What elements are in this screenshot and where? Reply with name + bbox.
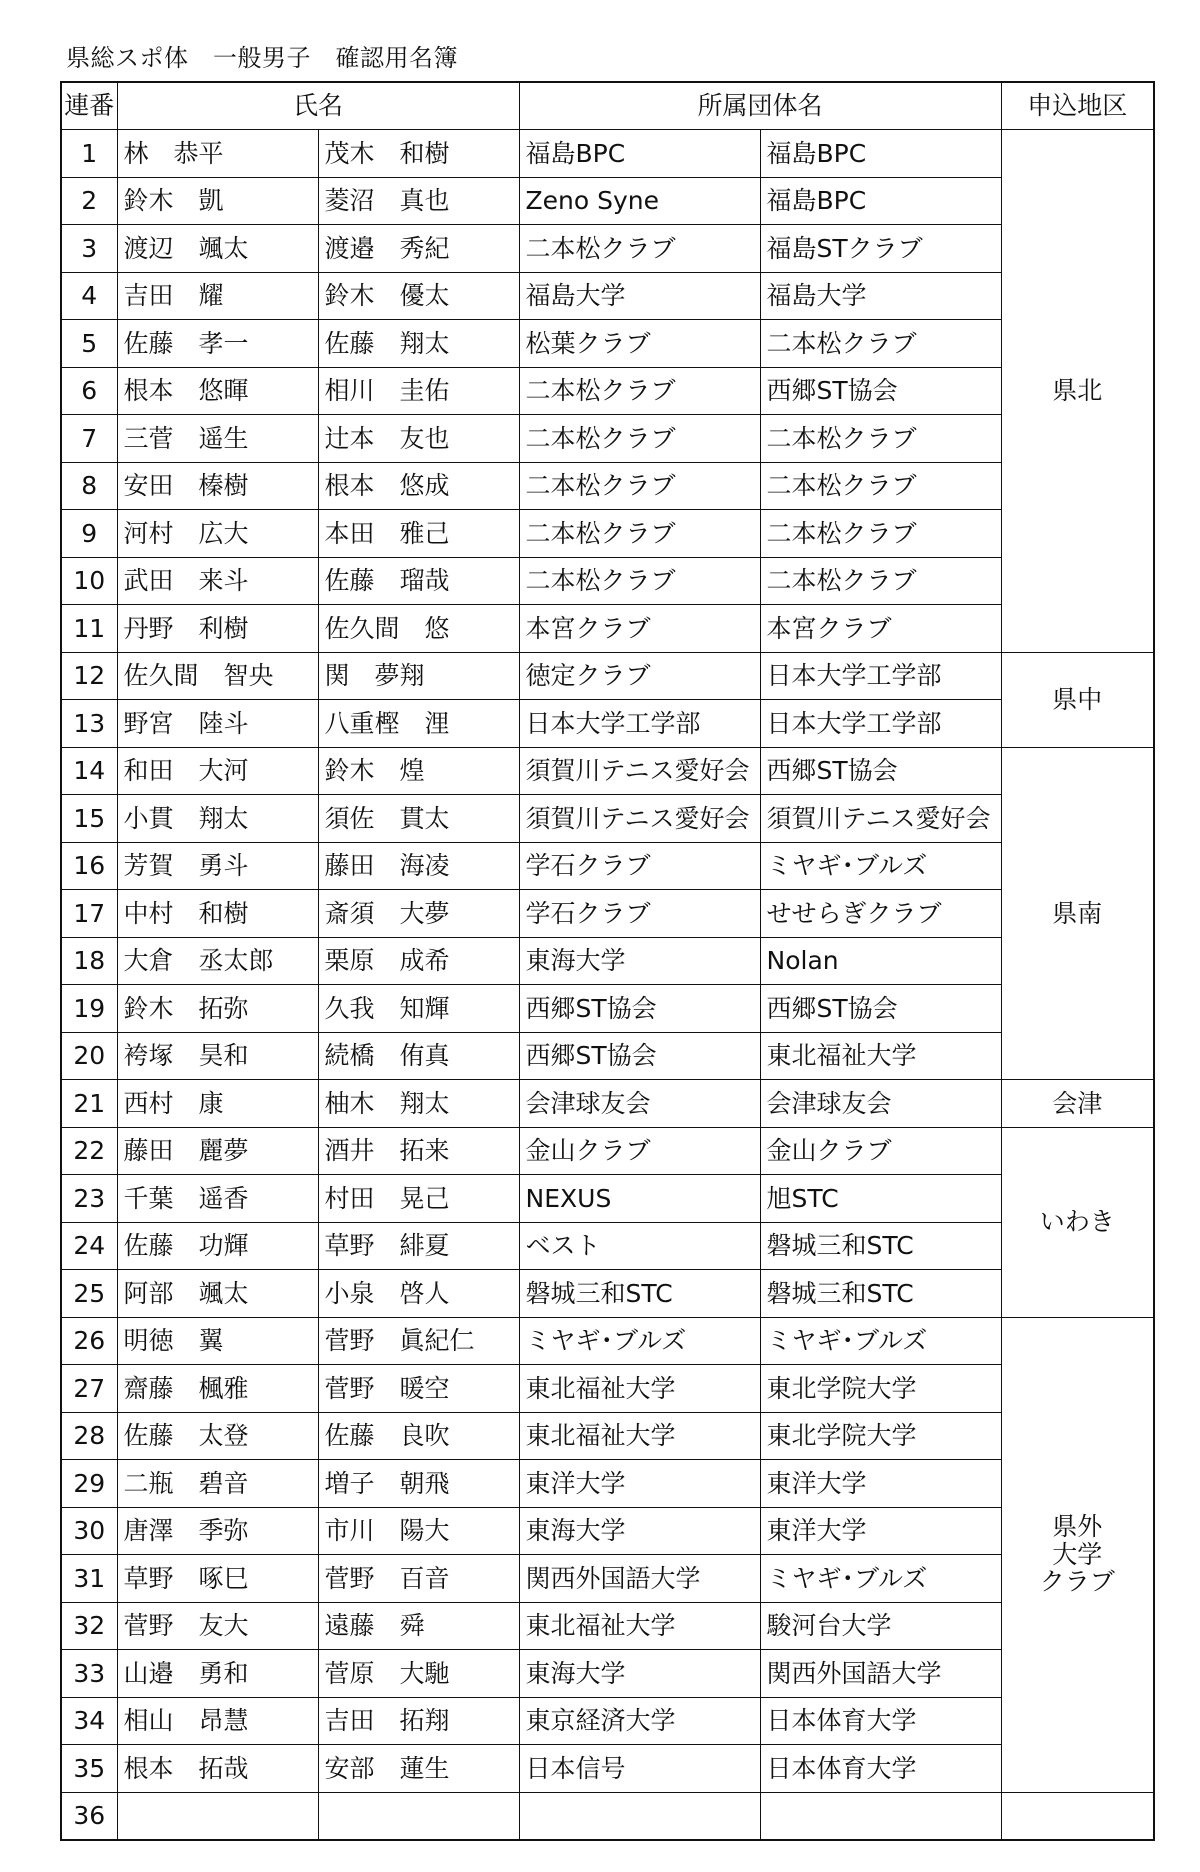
team-name-2: せせらぎクラブ [760,890,1001,938]
player-name-1: 菅野 友大 [117,1602,318,1650]
table-row [61,177,1154,225]
player-name-1: 林 恭平 [117,130,318,178]
table-row [61,795,1154,843]
row-number: 23 [61,1175,117,1223]
team-name-2: ミヤギ･ブルズ [760,842,1001,890]
player-name-1: 大倉 丞太郎 [117,937,318,985]
player-name-2: 佐藤 瑠哉 [318,557,519,605]
player-name-2: 草野 緋夏 [318,1222,519,1270]
team-name-1: 学石クラブ [519,890,760,938]
player-name-2: 吉田 拓翔 [318,1697,519,1745]
table-row [61,130,1154,178]
team-name-2: 日本体育大学 [760,1697,1001,1745]
team-name-1: 徳定クラブ [519,652,760,700]
team-name-2: 磐城三和STC [760,1222,1001,1270]
region-cell: 県中 [1001,652,1154,747]
header-number: 連番 [61,82,117,130]
team-name-1: Zeno Syne [519,177,760,225]
header-team: 所属団体名 [519,82,1001,130]
player-name-2: 菅野 暖空 [318,1365,519,1413]
row-number: 5 [61,320,117,368]
row-number: 17 [61,890,117,938]
row-number: 20 [61,1032,117,1080]
table-row [61,1270,1154,1318]
team-name-1: 東海大学 [519,1507,760,1555]
row-number: 22 [61,1127,117,1175]
team-name-2: 福島BPC [760,177,1001,225]
row-number: 9 [61,510,117,558]
team-name-2: 福島大学 [760,272,1001,320]
player-name-2: 久我 知輝 [318,985,519,1033]
team-name-2: 東洋大学 [760,1507,1001,1555]
team-name-1: ミヤギ･ブルズ [519,1317,760,1365]
team-name-1: 須賀川テニス愛好会 [519,747,760,795]
player-name-2: 増子 朝飛 [318,1460,519,1508]
team-name-2: 二本松クラブ [760,510,1001,558]
table-row [61,225,1154,273]
player-name-1: 草野 啄巳 [117,1555,318,1603]
team-name-1: 東海大学 [519,1650,760,1698]
player-name-1: 鈴木 凱 [117,177,318,225]
team-name-2: 二本松クラブ [760,462,1001,510]
player-name-2: 本田 雅己 [318,510,519,558]
team-name-1: 二本松クラブ [519,225,760,273]
row-number: 10 [61,557,117,605]
row-number: 26 [61,1317,117,1365]
team-name-2: 西郷ST協会 [760,747,1001,795]
team-name-2: 東洋大学 [760,1460,1001,1508]
player-name-1: 芳賀 勇斗 [117,842,318,890]
player-name-1: 佐藤 孝一 [117,320,318,368]
team-name-2: 日本大学工学部 [760,700,1001,748]
row-number: 32 [61,1602,117,1650]
table-row [61,652,1154,700]
player-name-2: 菅原 大馳 [318,1650,519,1698]
region-cell: 県南 [1001,747,1154,1080]
player-name-2: 佐久間 悠 [318,605,519,653]
player-name-2: 辻本 友也 [318,415,519,463]
player-name-1: 吉田 耀 [117,272,318,320]
player-name-1: 相山 昂慧 [117,1697,318,1745]
team-name-1: 磐城三和STC [519,1270,760,1318]
player-name-1: 袴塚 昊和 [117,1032,318,1080]
player-name-1: 明徳 翼 [117,1317,318,1365]
table-row [61,272,1154,320]
player-name-1: 野宮 陸斗 [117,700,318,748]
player-name-1: 根本 拓哉 [117,1745,318,1793]
row-number: 31 [61,1555,117,1603]
row-number: 36 [61,1792,117,1840]
team-name-2: 会津球友会 [760,1080,1001,1128]
player-name-2 [318,1792,519,1840]
player-name-1: 山邉 勇和 [117,1650,318,1698]
player-name-2: 柚木 翔太 [318,1080,519,1128]
table-row [61,462,1154,510]
player-name-1: 根本 悠暉 [117,367,318,415]
table-row [61,415,1154,463]
table-row [61,1175,1154,1223]
row-number: 8 [61,462,117,510]
team-name-1: 二本松クラブ [519,367,760,415]
player-name-2: 菱沼 真也 [318,177,519,225]
team-name-2: 二本松クラブ [760,415,1001,463]
team-name-1: 東北福祉大学 [519,1365,760,1413]
row-number: 29 [61,1460,117,1508]
region-cell: 県外 大学 クラブ [1001,1317,1154,1792]
player-name-2: 須佐 貫太 [318,795,519,843]
player-name-1: 千葉 遥香 [117,1175,318,1223]
team-name-2: 東北学院大学 [760,1365,1001,1413]
player-name-2: 佐藤 翔太 [318,320,519,368]
team-name-1: 本宮クラブ [519,605,760,653]
table-row [61,1032,1154,1080]
team-name-2: 日本体育大学 [760,1745,1001,1793]
team-name-1: 福島BPC [519,130,760,178]
header-region: 申込地区 [1001,82,1154,130]
player-name-1: 小貫 翔太 [117,795,318,843]
team-name-1: 西郷ST協会 [519,1032,760,1080]
team-name-2: 二本松クラブ [760,320,1001,368]
team-name-1: 西郷ST協会 [519,985,760,1033]
player-name-2: 鈴木 煌 [318,747,519,795]
player-name-2: 関 夢翔 [318,652,519,700]
player-name-1: 藤田 麗夢 [117,1127,318,1175]
table-row [61,1555,1154,1603]
table-row [61,1650,1154,1698]
table-row [61,1507,1154,1555]
table-row [61,700,1154,748]
row-number: 1 [61,130,117,178]
team-name-2: 日本大学工学部 [760,652,1001,700]
team-name-2: 東北学院大学 [760,1412,1001,1460]
row-number: 30 [61,1507,117,1555]
table-row [61,1602,1154,1650]
row-number: 27 [61,1365,117,1413]
team-name-2: 旭STC [760,1175,1001,1223]
team-name-2: 須賀川テニス愛好会 [760,795,1001,843]
player-name-2: 遠藤 舜 [318,1602,519,1650]
player-name-2: 菅野 百音 [318,1555,519,1603]
row-number: 6 [61,367,117,415]
team-name-1: 松葉クラブ [519,320,760,368]
team-name-2: 駿河台大学 [760,1602,1001,1650]
roster-body [61,130,1154,1841]
team-name-1: 東北福祉大学 [519,1602,760,1650]
player-name-2: 渡邉 秀紀 [318,225,519,273]
team-name-1: 二本松クラブ [519,415,760,463]
team-name-1: 東海大学 [519,937,760,985]
player-name-1: 和田 大河 [117,747,318,795]
region-cell: 県北 [1001,130,1154,653]
row-number: 25 [61,1270,117,1318]
team-name-1: 関西外国語大学 [519,1555,760,1603]
player-name-2: 根本 悠成 [318,462,519,510]
player-name-1: 安田 榛樹 [117,462,318,510]
row-number: 15 [61,795,117,843]
player-name-1: 中村 和樹 [117,890,318,938]
player-name-2: 村田 晃己 [318,1175,519,1223]
table-row [61,1460,1154,1508]
team-name-2: 福島STクラブ [760,225,1001,273]
team-name-1: ベスト [519,1222,760,1270]
document-title: 県総スポ体 一般男子 確認用名簿 [66,44,458,72]
team-name-2 [760,1792,1001,1840]
header-name: 氏名 [117,82,519,130]
table-row [61,747,1154,795]
row-number: 33 [61,1650,117,1698]
player-name-1 [117,1792,318,1840]
table-row [61,1792,1154,1840]
row-number: 14 [61,747,117,795]
team-name-1: 二本松クラブ [519,557,760,605]
row-number: 19 [61,985,117,1033]
team-name-1: 東北福祉大学 [519,1412,760,1460]
team-name-1: NEXUS [519,1175,760,1223]
table-row [61,605,1154,653]
row-number: 11 [61,605,117,653]
player-name-2: 菅野 眞紀仁 [318,1317,519,1365]
player-name-2: 八重樫 浬 [318,700,519,748]
table-row [61,510,1154,558]
player-name-1: 河村 広大 [117,510,318,558]
player-name-1: 唐澤 季弥 [117,1507,318,1555]
team-name-2: ミヤギ･ブルズ [760,1555,1001,1603]
table-row [61,1222,1154,1270]
table-row [61,1317,1154,1365]
team-name-2: ミヤギ･ブルズ [760,1317,1001,1365]
header-row [61,82,1154,130]
row-number: 7 [61,415,117,463]
player-name-2: 続橋 侑真 [318,1032,519,1080]
team-name-1: 二本松クラブ [519,510,760,558]
row-number: 4 [61,272,117,320]
player-name-1: 阿部 颯太 [117,1270,318,1318]
team-name-1: 日本大学工学部 [519,700,760,748]
team-name-2: 磐城三和STC [760,1270,1001,1318]
table-row [61,937,1154,985]
team-name-1: 金山クラブ [519,1127,760,1175]
region-cell: いわき [1001,1127,1154,1317]
team-name-1: 二本松クラブ [519,462,760,510]
region-cell [1001,1792,1154,1840]
row-number: 2 [61,177,117,225]
player-name-2: 市川 陽大 [318,1507,519,1555]
table-row [61,367,1154,415]
player-name-2: 鈴木 優太 [318,272,519,320]
team-name-2: 西郷ST協会 [760,985,1001,1033]
team-name-2: 二本松クラブ [760,557,1001,605]
player-name-1: 西村 康 [117,1080,318,1128]
player-name-2: 安部 蓮生 [318,1745,519,1793]
row-number: 16 [61,842,117,890]
row-number: 12 [61,652,117,700]
team-name-1: 会津球友会 [519,1080,760,1128]
player-name-2: 相川 圭佑 [318,367,519,415]
table-row [61,320,1154,368]
player-name-1: 渡辺 颯太 [117,225,318,273]
player-name-1: 三菅 遥生 [117,415,318,463]
team-name-2: 福島BPC [760,130,1001,178]
team-name-2: Nolan [760,937,1001,985]
table-row [61,1697,1154,1745]
team-name-2: 関西外国語大学 [760,1650,1001,1698]
team-name-2: 東北福祉大学 [760,1032,1001,1080]
team-name-1: 福島大学 [519,272,760,320]
table-row [61,1745,1154,1793]
table-row [61,985,1154,1033]
row-number: 3 [61,225,117,273]
table-row [61,1080,1154,1128]
team-name-1 [519,1792,760,1840]
player-name-1: 武田 来斗 [117,557,318,605]
row-number: 28 [61,1412,117,1460]
row-number: 18 [61,937,117,985]
team-name-1: 東洋大学 [519,1460,760,1508]
player-name-2: 茂木 和樹 [318,130,519,178]
player-name-1: 佐久間 智央 [117,652,318,700]
team-name-1: 東京経済大学 [519,1697,760,1745]
player-name-1: 丹野 利樹 [117,605,318,653]
team-name-2: 金山クラブ [760,1127,1001,1175]
row-number: 21 [61,1080,117,1128]
row-number: 35 [61,1745,117,1793]
row-number: 24 [61,1222,117,1270]
player-name-2: 藤田 海凌 [318,842,519,890]
region-cell: 会津 [1001,1080,1154,1128]
player-name-2: 酒井 拓来 [318,1127,519,1175]
team-name-1: 須賀川テニス愛好会 [519,795,760,843]
player-name-2: 佐藤 良吹 [318,1412,519,1460]
player-name-1: 佐藤 功輝 [117,1222,318,1270]
row-number: 13 [61,700,117,748]
roster-table [60,81,1155,1841]
team-name-2: 西郷ST協会 [760,367,1001,415]
team-name-1: 日本信号 [519,1745,760,1793]
player-name-2: 小泉 啓人 [318,1270,519,1318]
table-row [61,1412,1154,1460]
player-name-1: 齋藤 楓雅 [117,1365,318,1413]
table-row [61,1365,1154,1413]
table-row [61,557,1154,605]
player-name-1: 佐藤 太登 [117,1412,318,1460]
player-name-1: 鈴木 拓弥 [117,985,318,1033]
table-row [61,1127,1154,1175]
table-row [61,842,1154,890]
table-row [61,890,1154,938]
team-name-1: 学石クラブ [519,842,760,890]
player-name-2: 斎須 大夢 [318,890,519,938]
row-number: 34 [61,1697,117,1745]
player-name-2: 栗原 成希 [318,937,519,985]
player-name-1: 二瓶 碧音 [117,1460,318,1508]
team-name-2: 本宮クラブ [760,605,1001,653]
